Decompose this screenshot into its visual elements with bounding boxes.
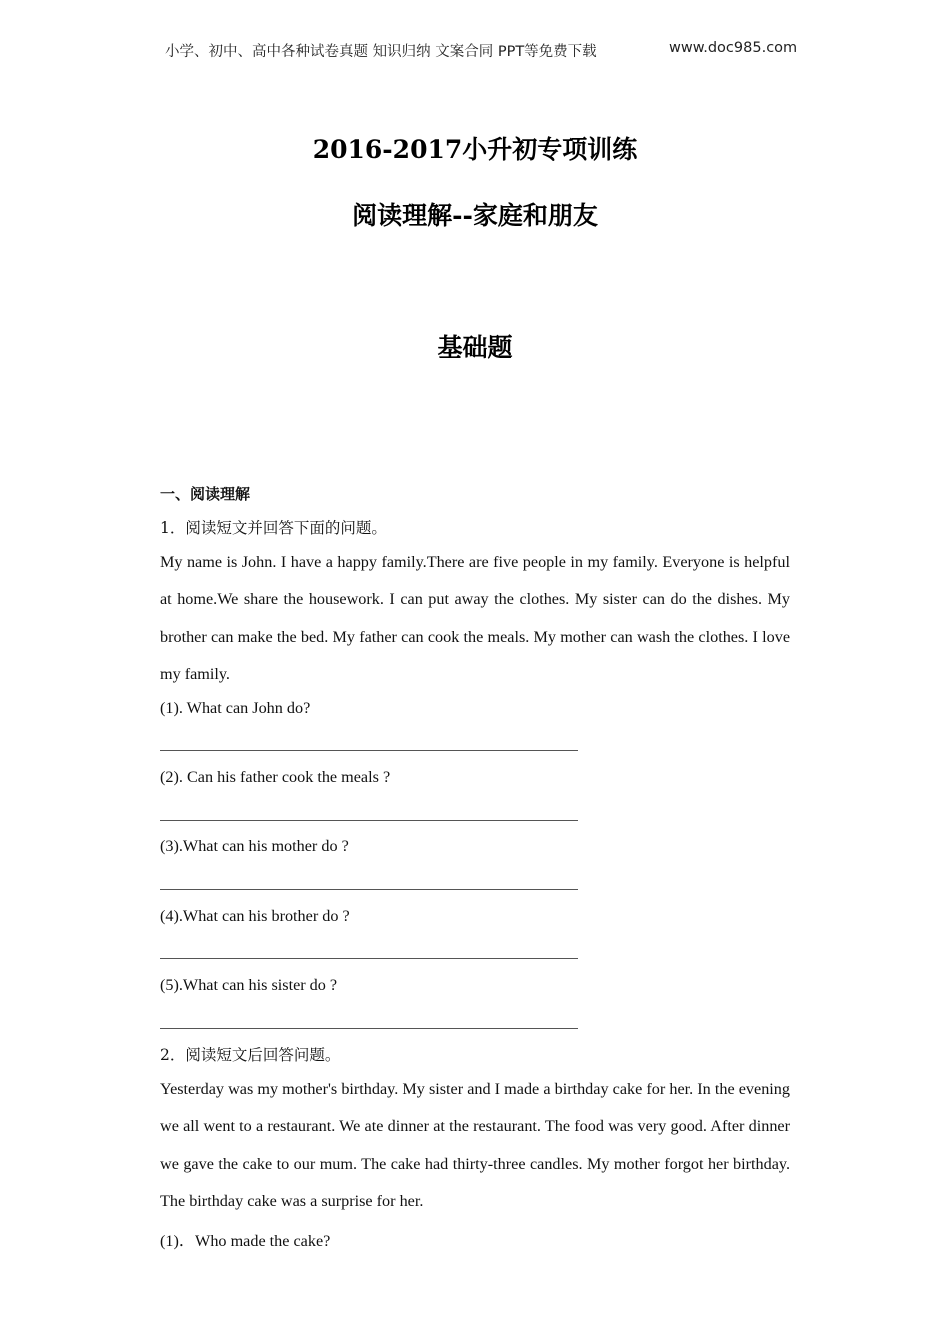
q1-question-3: (3).What can his mother do ? <box>160 837 349 855</box>
q1-question-2: (2). Can his father cook the meals ? <box>160 768 391 786</box>
q1-question-1: (1). What can John do? <box>160 699 311 717</box>
section-title: 基础题 <box>437 333 513 362</box>
q2-passage: Yesterday was my mother's birthday. My sister and I made a birthday cake for her. In the evening we all went to a restaurant. We ate dinner at the restaurant. The food was very good. After dinner we gave the cake to our mum. The cake had thirty-three candles. My mother forgot her birthday. The birthday cake was a surprise for her. <box>160 1080 790 1210</box>
answer-line <box>160 750 578 751</box>
section-heading: 一、阅读理解 <box>160 485 251 503</box>
q1-passage: My name is John. I have a happy family.There are five people in my family. Everyone is helpful at home.We share the housework. I can put away the clothes. My sister can do the dishes. My brother can make the bed. My father can cook the meals. My mother can wash the clothes. I love my family. <box>160 553 790 683</box>
q1-question-5: (5).What can his sister do ? <box>160 976 338 994</box>
q2-instruction: 2．阅读短文后回答问题。 <box>160 1046 341 1064</box>
header-url: www.doc985.com <box>669 40 798 56</box>
answer-line <box>160 958 578 959</box>
q1-instruction: 1．阅读短文并回答下面的问题。 <box>160 519 387 537</box>
header-text: 小学、初中、高中各种试卷真题 知识归纳 文案合同 PPT等免费下载 <box>165 44 597 60</box>
q1-question-4: (4).What can his brother do ? <box>160 907 350 925</box>
answer-line <box>160 1028 578 1029</box>
answer-line <box>160 820 578 821</box>
q2-question-1: (1)．Who made the cake? <box>160 1232 331 1250</box>
answer-line <box>160 889 578 890</box>
doc-subtitle: 阅读理解--家庭和朋友 <box>352 201 598 230</box>
doc-title: 2016-2017小升初专项训练 <box>312 135 638 164</box>
